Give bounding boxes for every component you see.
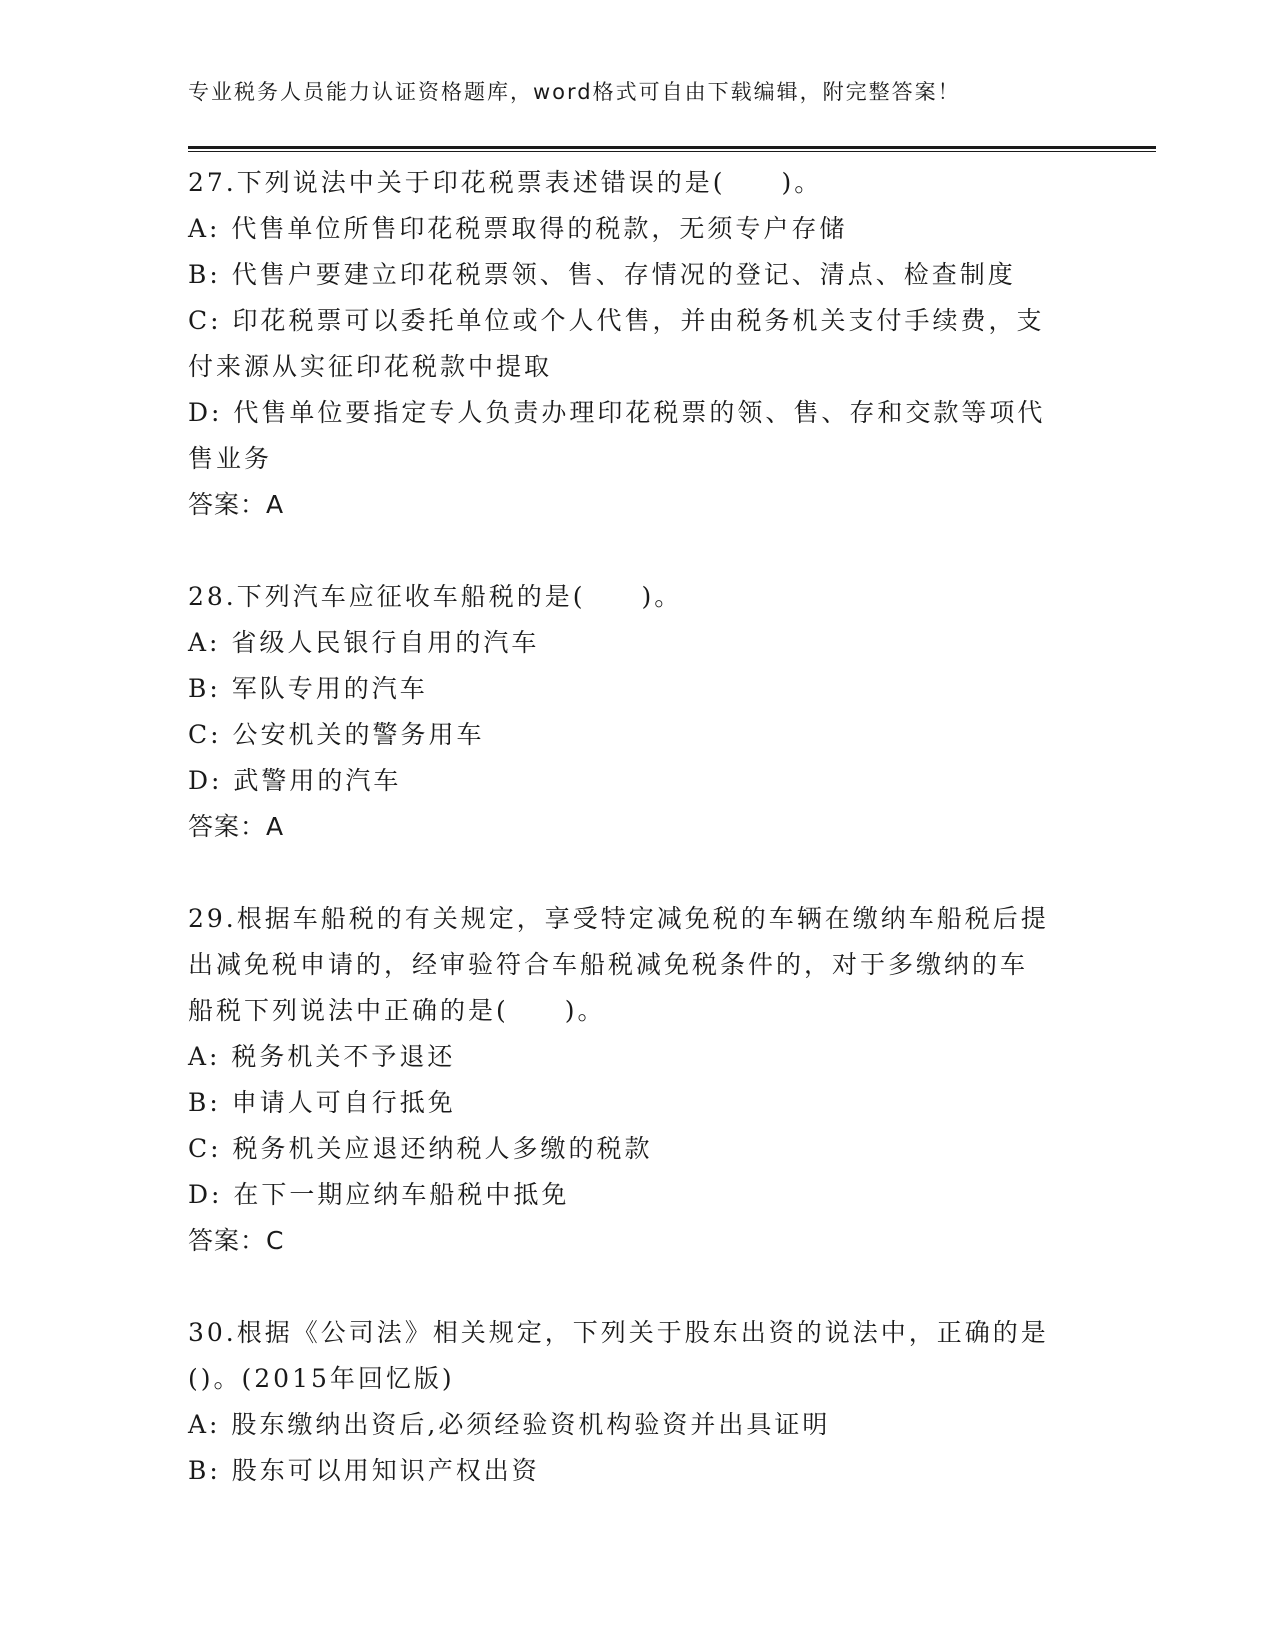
option-b: B: 股东可以用知识产权出资 (188, 1456, 540, 1485)
question-29 (188, 896, 1088, 1264)
option-a: A: 税务机关不予退还 (188, 1042, 456, 1071)
option-a: A: 股东缴纳出资后,必须经验资机构验资并出具证明 (188, 1410, 831, 1439)
option-a: A: 省级人民银行自用的汽车 (188, 628, 540, 657)
header-rule-thin (188, 151, 1156, 152)
option-c-line-2: 付来源从实征印花税款中提取 (188, 352, 553, 381)
option-b: B: 申请人可自行抵免 (188, 1088, 456, 1117)
option-d: D: 武警用的汽车 (188, 766, 402, 795)
option-c: C: 税务机关应退还纳税人多缴的税款 (188, 1134, 653, 1163)
option-d-line-2: 售业务 (188, 444, 273, 473)
spacer (188, 850, 1088, 896)
option-d-line-1: D: 代售单位要指定专人负责办理印花税票的领、售、存和交款等项代 (188, 398, 1046, 427)
question-stem-line-2: 出减免税申请的，经审验符合车船税减免税条件的，对于多缴纳的车 (188, 950, 1029, 979)
option-a: A: 代售单位所售印花税票取得的税款，无须专户存储 (188, 214, 848, 243)
question-27 (188, 160, 1088, 528)
question-stem (188, 896, 1088, 1034)
answer: 答案：A (188, 812, 285, 841)
question-stem-line-1: 29.根据车船税的有关规定，享受特定减免税的车辆在缴纳车船税后提 (188, 904, 1049, 933)
option-b: B: 代售户要建立印花税票领、售、存情况的登记、清点、检查制度 (188, 260, 1016, 289)
option-b: B: 军队专用的汽车 (188, 674, 428, 703)
option-d (188, 390, 1088, 482)
question-stem-line-2: ()。(2015年回忆版) (188, 1364, 455, 1393)
header-rule-thick (188, 146, 1156, 149)
page-header: 专业税务人员能力认证资格题库，word格式可自由下载编辑，附完整答案！ (188, 80, 961, 104)
answer: 答案：A (188, 490, 285, 519)
question-stem-line-1: 30.根据《公司法》相关规定，下列关于股东出资的说法中，正确的是 (188, 1318, 1049, 1347)
option-c (188, 298, 1088, 390)
question-stem-line-3: 船税下列说法中正确的是( )。 (188, 996, 606, 1025)
option-d: D: 在下一期应纳车船税中抵免 (188, 1180, 570, 1209)
option-c-line-1: C: 印花税票可以委托单位或个人代售，并由税务机关支付手续费，支 (188, 306, 1045, 335)
question-28 (188, 574, 1088, 850)
answer: 答案：C (188, 1226, 285, 1255)
question-list (188, 160, 1088, 1494)
question-stem: 27.下列说法中关于印花税票表述错误的是( )。 (188, 168, 823, 197)
question-stem (188, 1310, 1088, 1402)
spacer (188, 1264, 1088, 1310)
question-30 (188, 1310, 1088, 1494)
option-c: C: 公安机关的警务用车 (188, 720, 485, 749)
spacer (188, 528, 1088, 574)
question-stem: 28.下列汽车应征收车船税的是( )。 (188, 582, 683, 611)
